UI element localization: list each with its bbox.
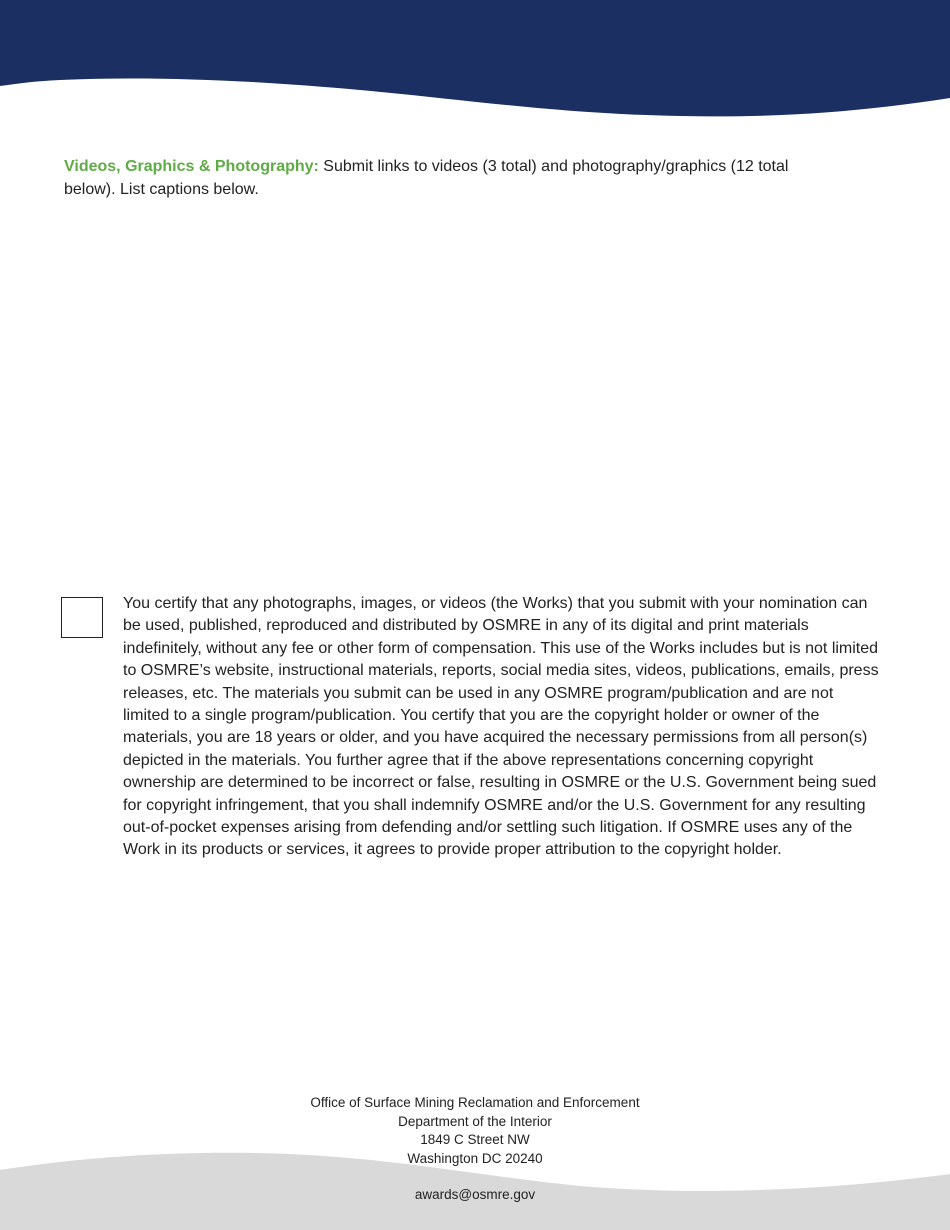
header-wave-shape — [0, 0, 950, 116]
certification-text: You certify that any photographs, images, or videos (the Works) that you submit with your nomination can be used, published, reproduced and distributed by OSMRE in any of its digital and print materials indefinitely, without any fee or other form of compensation. This use of the Works includes but is not limited to OSMRE’s website, instructional materials, reports, social media sites, videos, publications, emails, press releases, etc. The materials you submit can be used in any OSMRE program/publication and are not limited to a single program/publication. You certify that you are the copyright holder or owner of the materials, you are 18 years or older, and you have acquired the necessary permissions from all person(s) depicted in the materials. You further agree that if the above representations concerning copyright ownership are determined to be incorrect or false, resulting in OSMRE or the U.S. Government being sued for copyright infringement, that you shall indemnify OSMRE and/or the U.S. Government for any resulting out-of-pocket expenses arising from defending and/or settling such litigation. If OSMRE uses any of the Work in its products or services, it agrees to provide proper attribution to the copyright holder. — [123, 595, 879, 859]
intro-text: Submit links to videos (3 total) and photography/graphics (12 total below). List captions below. — [64, 158, 789, 198]
header-wave-banner — [0, 0, 950, 120]
footer-email-link[interactable]: awards@osmre.gov — [414, 1187, 536, 1202]
footer-org: Office of Surface Mining Reclamation and Enforcement — [310, 1095, 640, 1110]
footer-street: 1849 C Street NW — [420, 1132, 530, 1147]
footer-address — [0, 1094, 950, 1168]
footer-dept: Department of the Interior — [398, 1113, 552, 1129]
certify-checkbox[interactable] — [61, 597, 103, 638]
intro-heading: Videos, Graphics & Photography: — [64, 158, 319, 175]
footer-city: Washington DC 20240 — [407, 1150, 543, 1166]
intro-paragraph — [64, 155, 844, 201]
